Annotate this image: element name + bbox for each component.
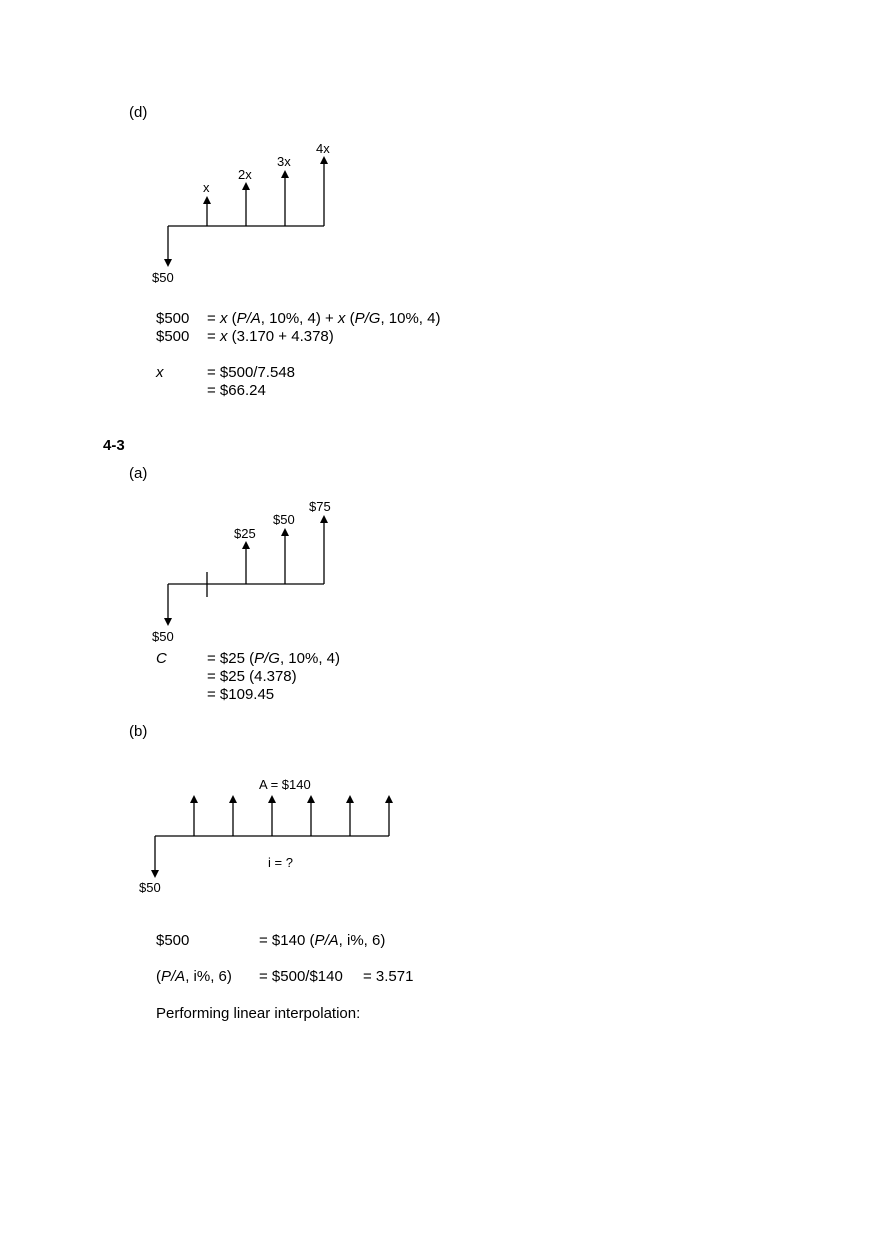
equation-segment: x	[219, 328, 228, 345]
annuity-label: A = $140	[259, 777, 311, 792]
arrow-label: 3x	[277, 154, 291, 169]
equation-segment: =	[207, 328, 220, 345]
equation-segment: P/A	[236, 310, 261, 327]
equation-segment: x	[219, 310, 228, 327]
equation-lhs	[156, 968, 232, 986]
part-d-label: (d)	[129, 104, 148, 121]
equation-segment: , 10%, 4) +	[260, 310, 338, 327]
arrow-label: 4x	[316, 141, 330, 156]
equation-segment: =	[207, 310, 220, 327]
arrow-label: $25	[234, 526, 256, 541]
equation-segment: P/A	[161, 968, 186, 985]
equation-segment: (	[345, 310, 355, 327]
equation-segment: P/G	[354, 310, 381, 327]
arrow-label: 2x	[238, 167, 252, 182]
equation-segment: = $500/7.548	[207, 364, 296, 381]
equation-segment: , 10%, 4)	[279, 650, 340, 667]
equation-lhs: x	[156, 364, 164, 381]
rate-label: i = ?	[268, 855, 293, 870]
equation-lhs: $500	[156, 932, 190, 949]
equation-segment: = $109.45	[207, 686, 275, 703]
equation-result: = 3.571	[363, 968, 414, 985]
interpolation-note: Performing linear interpolation:	[156, 1005, 361, 1022]
arrow-label: $75	[309, 499, 331, 514]
part-a-label: (a)	[129, 465, 148, 482]
equation-segment: (	[156, 968, 161, 985]
equation-lhs: $500	[156, 310, 190, 327]
equation-segment: = $66.24	[207, 382, 266, 399]
equation-segment: P/G	[254, 650, 280, 667]
outflow-label: $50	[152, 629, 174, 644]
equation-middle: = $500/$140	[259, 968, 343, 985]
equation-lhs: C	[156, 650, 167, 667]
arrow-label: x	[203, 180, 210, 195]
problem-heading: 4-3	[103, 437, 125, 454]
arrow-label: $50	[273, 512, 295, 527]
equation-segment: (	[227, 310, 237, 327]
equation-segment: x	[337, 310, 346, 327]
equation-segment: , i%, 6)	[185, 968, 232, 985]
equation-segment: = $25 (4.378)	[207, 668, 297, 685]
equation-segment: , i%, 6)	[338, 932, 386, 949]
equation-rhs	[259, 932, 385, 950]
equation-segment: = $25 (	[207, 650, 255, 667]
outflow-label: $50	[139, 880, 161, 895]
equation-segment: (3.170 + 4.378)	[227, 328, 334, 345]
outflow-label: $50	[152, 270, 174, 285]
equation-lhs: $500	[156, 328, 190, 345]
equation-segment: P/A	[314, 932, 339, 949]
part-b-label: (b)	[129, 723, 148, 740]
equation-segment: = $140 (	[259, 932, 315, 949]
equation-segment: , 10%, 4)	[380, 310, 441, 327]
